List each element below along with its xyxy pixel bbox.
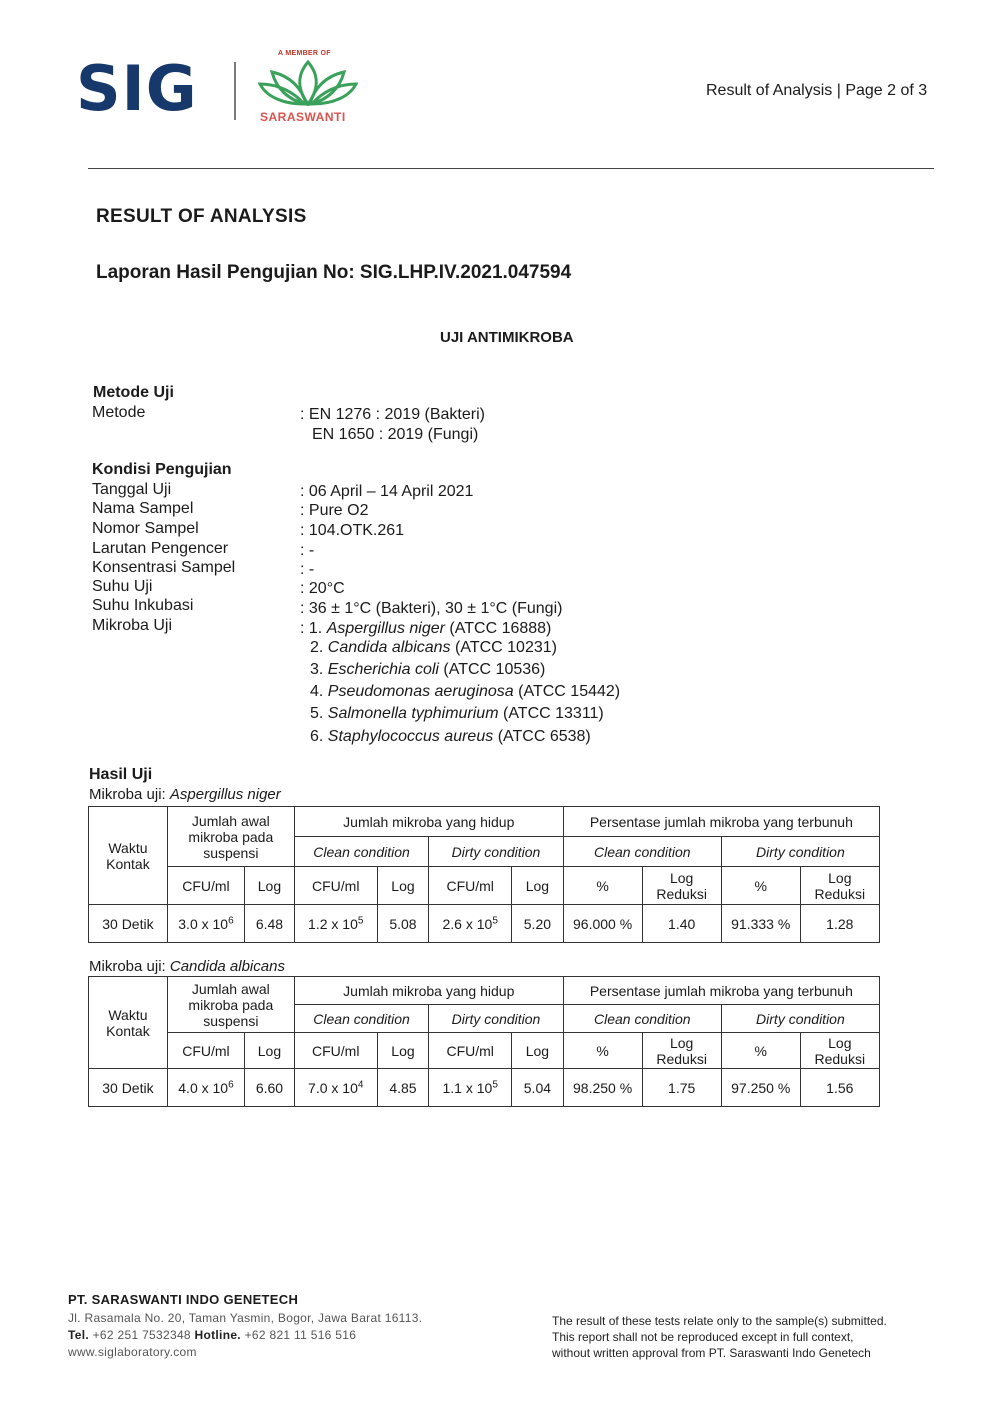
cell-clean-log: 4.85 bbox=[377, 1069, 429, 1107]
tanggal-value: : 06 April – 14 April 2021 bbox=[300, 483, 474, 500]
page-info: Result of Analysis | Page 2 of 3 bbox=[706, 82, 928, 99]
cell-dirty-cfu: 1.1 x $10^5$ bbox=[429, 1069, 512, 1107]
conditions-heading: Kondisi Pengujian bbox=[92, 461, 232, 478]
col-cfu: CFU/ml bbox=[294, 1033, 377, 1069]
nomor-value: : 104.OTK.261 bbox=[300, 522, 405, 539]
method-label: Metode bbox=[92, 404, 146, 421]
suhu-label: Suhu Uji bbox=[92, 578, 153, 595]
col-clean-pct: Clean condition bbox=[563, 1005, 721, 1033]
col-cfu: CFU/ml bbox=[429, 1033, 512, 1069]
footer-address: Jl. Rasamala No. 20, Taman Yasmin, Bogor, Jawa Barat 16113. bbox=[68, 1311, 423, 1325]
col-waktu: Waktu Kontak bbox=[89, 807, 168, 905]
col-clean: Clean condition bbox=[294, 837, 428, 867]
konsentrasi-value: : - bbox=[300, 561, 315, 578]
col-log-reduksi: Log Reduksi bbox=[642, 1033, 721, 1069]
konsentrasi-label: Konsentrasi Sampel bbox=[92, 559, 236, 576]
method-value-2: EN 1650 : 2019 (Fungi) bbox=[312, 426, 479, 443]
col-cfu: CFU/ml bbox=[294, 867, 377, 905]
cell-clean-red: 1.40 bbox=[642, 905, 721, 943]
document-title: RESULT OF ANALYSIS bbox=[96, 206, 307, 227]
cell-waktu: 30 Detik bbox=[89, 1069, 168, 1107]
table-caption: Mikroba uji: Aspergillus niger bbox=[89, 786, 281, 803]
saraswanti-leaf-icon bbox=[258, 60, 358, 106]
col-log: Log bbox=[512, 867, 564, 905]
logo-divider bbox=[234, 62, 236, 120]
microbe-item: 3. Escherichia coli (ATCC 10536) bbox=[310, 661, 546, 678]
col-dirty-pct: Dirty condition bbox=[721, 837, 879, 867]
table-row bbox=[89, 905, 880, 943]
tanggal-label: Tanggal Uji bbox=[92, 481, 172, 498]
microbe-item: 5. Salmonella typhimurium (ATCC 13311) bbox=[310, 705, 604, 722]
col-log-reduksi: Log Reduksi bbox=[642, 867, 721, 905]
suhu-value: : 20°C bbox=[300, 580, 345, 597]
col-persentase: Persentase jumlah mikroba yang terbunuh bbox=[563, 807, 879, 837]
col-log-reduksi: Log Reduksi bbox=[800, 1033, 879, 1069]
cell-awal-log: 6.48 bbox=[245, 905, 295, 943]
col-log: Log bbox=[245, 1033, 295, 1069]
microbe-item: 4. Pseudomonas aeruginosa (ATCC 15442) bbox=[310, 683, 621, 700]
cell-clean-cfu: 7.0 x $10^4$ bbox=[294, 1069, 377, 1107]
nama-label: Nama Sampel bbox=[92, 500, 194, 517]
cell-dirty-pct: 97.250 % bbox=[721, 1069, 800, 1107]
method-value-1: : EN 1276 : 2019 (Bakteri) bbox=[300, 406, 485, 423]
cell-dirty-pct: 91.333 % bbox=[721, 905, 800, 943]
col-cfu: CFU/ml bbox=[167, 1033, 244, 1069]
cell-clean-pct: 98.250 % bbox=[563, 1069, 642, 1107]
cell-dirty-log: 5.20 bbox=[512, 905, 564, 943]
cell-clean-cfu: 1.2 x $10^5$ bbox=[294, 905, 377, 943]
cell-clean-log: 5.08 bbox=[377, 905, 429, 943]
col-persentase: Persentase jumlah mikroba yang terbunuh bbox=[563, 977, 879, 1005]
col-pct: % bbox=[721, 1033, 800, 1069]
results-heading: Hasil Uji bbox=[89, 766, 153, 783]
cell-dirty-red: 1.56 bbox=[800, 1069, 879, 1107]
microbe-item: 6. Staphylococcus aureus (ATCC 6538) bbox=[310, 728, 591, 745]
col-jumlah-hidup: Jumlah mikroba yang hidup bbox=[294, 977, 563, 1005]
header-rule bbox=[88, 168, 934, 169]
footer-disclaimer: The result of these tests relate only to the sample(s) submitted. bbox=[552, 1314, 887, 1328]
col-clean: Clean condition bbox=[294, 1005, 428, 1033]
footer-phones: Tel. +62 251 7532348 Hotline. +62 821 11 516 516 bbox=[68, 1328, 357, 1342]
col-cfu: CFU/ml bbox=[167, 867, 244, 905]
cell-awal-log: 6.60 bbox=[245, 1069, 295, 1107]
col-log-reduksi: Log Reduksi bbox=[800, 867, 879, 905]
test-subtitle: UJI ANTIMIKROBA bbox=[440, 329, 574, 346]
microbe-item: 2. Candida albicans (ATCC 10231) bbox=[310, 639, 557, 656]
footer-disclaimer: This report shall not be reproduced except in full context, bbox=[552, 1330, 854, 1344]
col-pct: % bbox=[563, 867, 642, 905]
footer-company: PT. SARASWANTI INDO GENETECH bbox=[68, 1292, 299, 1307]
col-waktu: Waktu Kontak bbox=[89, 977, 168, 1069]
col-log: Log bbox=[512, 1033, 564, 1069]
col-log: Log bbox=[377, 1033, 429, 1069]
cell-awal-cfu: 4.0 x $10^6$ bbox=[167, 1069, 244, 1107]
results-table bbox=[88, 806, 880, 943]
col-cfu: CFU/ml bbox=[429, 867, 512, 905]
cell-dirty-log: 5.04 bbox=[512, 1069, 564, 1107]
col-jumlah-awal: Jumlah awal mikroba pada suspensi bbox=[167, 807, 294, 867]
mikroba-label: Mikroba Uji bbox=[92, 617, 173, 634]
microbe-item: : 1. Aspergillus niger (ATCC 16888) bbox=[300, 620, 552, 637]
col-dirty: Dirty condition bbox=[429, 1005, 563, 1033]
sig-logo: SIG bbox=[76, 52, 198, 125]
larutan-label: Larutan Pengencer bbox=[92, 540, 229, 557]
saraswanti-wordmark: SARASWANTI bbox=[260, 110, 346, 124]
col-log: Log bbox=[377, 867, 429, 905]
footer-disclaimer: without written approval from PT. Saraswanti Indo Genetech bbox=[552, 1346, 871, 1360]
inkubasi-label: Suhu Inkubasi bbox=[92, 597, 194, 614]
cell-awal-cfu: 3.0 x $10^6$ bbox=[167, 905, 244, 943]
cell-dirty-cfu: 2.6 x $10^5$ bbox=[429, 905, 512, 943]
report-number: Laporan Hasil Pengujian No: SIG.LHP.IV.2021.047594 bbox=[96, 262, 572, 283]
nama-value: : Pure O2 bbox=[300, 502, 369, 519]
larutan-value: : - bbox=[300, 542, 315, 559]
inkubasi-value: : 36 ± 1°C (Bakteri), 30 ± 1°C (Fungi) bbox=[300, 600, 563, 617]
col-log: Log bbox=[245, 867, 295, 905]
cell-waktu: 30 Detik bbox=[89, 905, 168, 943]
table-caption: Mikroba uji: Candida albicans bbox=[89, 958, 285, 975]
nomor-label: Nomor Sampel bbox=[92, 520, 199, 537]
col-jumlah-awal: Jumlah awal mikroba pada suspensi bbox=[167, 977, 294, 1033]
cell-clean-red: 1.75 bbox=[642, 1069, 721, 1107]
member-of-label: A MEMBER OF bbox=[278, 50, 331, 57]
cell-dirty-red: 1.28 bbox=[800, 905, 879, 943]
footer-website[interactable]: www.siglaboratory.com bbox=[68, 1345, 197, 1359]
method-heading: Metode Uji bbox=[93, 384, 174, 401]
cell-clean-pct: 96.000 % bbox=[563, 905, 642, 943]
col-pct: % bbox=[563, 1033, 642, 1069]
results-table bbox=[88, 976, 880, 1107]
col-jumlah-hidup: Jumlah mikroba yang hidup bbox=[294, 807, 563, 837]
table-row bbox=[89, 1069, 880, 1107]
col-dirty: Dirty condition bbox=[429, 837, 563, 867]
col-pct: % bbox=[721, 867, 800, 905]
col-dirty-pct: Dirty condition bbox=[721, 1005, 879, 1033]
col-clean-pct: Clean condition bbox=[563, 837, 721, 867]
